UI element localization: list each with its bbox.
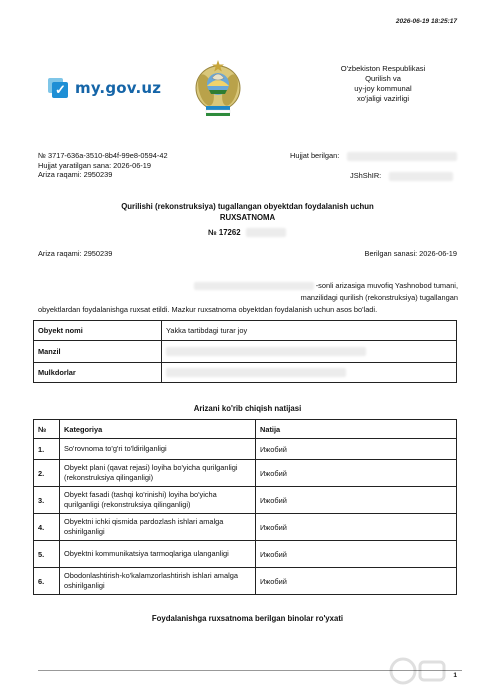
table-row	[34, 439, 457, 460]
table-row	[34, 568, 457, 595]
redacted-field	[166, 368, 346, 377]
row-category: Obodonlashtirish-ko'kalamzorlashtirish ishlari amalga oshirilganligi	[60, 568, 256, 595]
watermark-icon	[388, 656, 448, 686]
permit-paragraph	[38, 280, 458, 316]
table-row	[34, 363, 457, 383]
ministry-line: Qurilish va	[365, 74, 401, 83]
table-row	[34, 514, 457, 541]
results-table	[33, 419, 457, 595]
row-result: Ижобий	[256, 541, 457, 568]
document-title	[0, 202, 495, 223]
table-header-row	[34, 420, 457, 439]
title-heading: RUXSATNOMA	[219, 212, 276, 222]
document-id: № 3717-636a-3510-8b4f-99e8-0594-42	[38, 151, 168, 160]
row-category: Obyekt plani (qavat rejasi) loyiha bo'yicha qurilganligi (rekonstruksiya qilinganligi)	[60, 460, 256, 487]
row-number: 4.	[34, 514, 60, 541]
logo-text: my.gov.uz	[75, 79, 162, 97]
owners-value	[162, 363, 457, 383]
object-name-value: Yakka tartibdagi turar joy	[162, 321, 457, 341]
table-row	[34, 341, 457, 363]
column-header: Kategoriya	[60, 420, 256, 439]
redacted-field	[246, 228, 286, 237]
ministry-line: uy-joy kommunal	[354, 84, 412, 93]
row-result: Ижобий	[256, 460, 457, 487]
state-emblem-icon	[192, 58, 244, 120]
redacted-field	[194, 282, 314, 290]
paragraph-line: obyektlardan foydalanishga ruxsat etildi. Mazkur ruxsatnoma obyektdan foydalanish uchun asos bo'ladi.	[38, 305, 378, 314]
address-value	[162, 341, 457, 363]
ministry-line: O'zbekiston Respublikasi	[340, 64, 426, 73]
row-category: So'rovnoma to'g'ri to'ldirilganligi	[60, 439, 256, 460]
row-category: Obyekt fasadi (tashqi ko'rinishi) loyiha bo'yicha qurilganligi (rekonstruksiya qilinganligi)	[60, 487, 256, 514]
owners-label: Mulkdorlar	[34, 363, 162, 383]
application-number-line: Ariza raqami: 2950239	[38, 249, 113, 258]
row-number: 6.	[34, 568, 60, 595]
buildings-list-title: Foydalanishga ruxsatnoma berilgan binolar ro'yxati	[151, 614, 344, 623]
table-row	[34, 321, 457, 341]
jshshir-label: JShShIR:	[350, 171, 382, 180]
column-header: №	[34, 420, 60, 439]
row-number: 3.	[34, 487, 60, 514]
row-result: Ижобий	[256, 439, 457, 460]
issued-date-line: Berilgan sanasi: 2026-06-19	[364, 249, 457, 258]
table-row	[34, 487, 457, 514]
row-category: Obyektni ichki qismida pardozlash ishlari amalga oshirilganligi	[60, 514, 256, 541]
checkbox-logo-icon: ✓	[48, 78, 70, 98]
redacted-field	[166, 347, 366, 356]
ministry-name	[323, 64, 443, 104]
redacted-field	[389, 172, 453, 181]
mygov-logo	[48, 78, 161, 98]
table-row	[34, 541, 457, 568]
object-name-label: Obyekt nomi	[34, 321, 162, 341]
jshshir	[350, 171, 453, 181]
object-table	[33, 320, 457, 383]
title-line: Qurilishi (rekonstruksiya) tugallangan obyektdan foydalanish uchun	[121, 202, 374, 211]
permit-number	[208, 228, 286, 237]
row-number: 2.	[34, 460, 60, 487]
paragraph-text: -sonli arizasiga muvofiq Yashnobod tumani,	[315, 281, 458, 290]
address-label: Manzil	[34, 341, 162, 363]
issued-to	[290, 151, 457, 161]
row-category: Obyektni kommunikatsiya tarmoqlariga ulanganligi	[60, 541, 256, 568]
ministry-line: xo'jaligi vazirligi	[356, 94, 410, 103]
row-result: Ижобий	[256, 514, 457, 541]
application-number: Ariza raqami: 2950239	[38, 170, 113, 179]
results-title: Arizani ko'rib chiqish natijasi	[193, 404, 302, 413]
row-result: Ижобий	[256, 568, 457, 595]
column-header: Natija	[256, 420, 457, 439]
page-number: 1	[453, 672, 457, 679]
redacted-field	[347, 152, 457, 161]
paragraph-line: manzilidagi qurilish (rekonstruksiya) tugallangan	[300, 293, 458, 302]
created-date: Hujjat yaratilgan sana: 2026-06-19	[38, 160, 151, 170]
paragraph-line	[38, 280, 458, 292]
row-number: 5.	[34, 541, 60, 568]
print-timestamp: 2026-06-19 18:25:17	[395, 18, 457, 25]
row-result: Ижобий	[256, 487, 457, 514]
table-row	[34, 460, 457, 487]
document-meta	[38, 151, 168, 180]
permit-number-text: № 17262	[208, 228, 241, 237]
issued-to-label: Hujjat berilgan:	[290, 151, 340, 160]
row-number: 1.	[34, 439, 60, 460]
